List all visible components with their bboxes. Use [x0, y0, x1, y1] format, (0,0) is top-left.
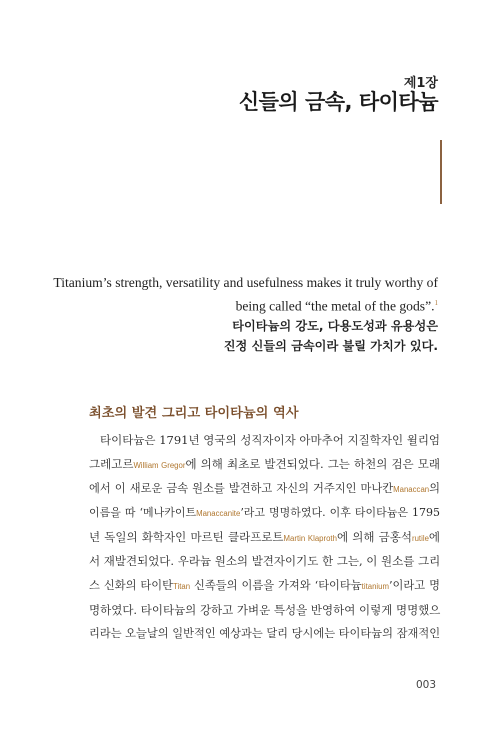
body-text-segment: 이름을 따 ‘메나카이트: [89, 505, 197, 519]
body-text-segment: 에: [428, 530, 441, 545]
body-line: 리라는 오늘날의 일반적인 예상과는 달리 당시에는 타이타늄의 잠재적인: [89, 627, 441, 641]
foreign-term: Manaccanite: [196, 508, 241, 518]
foreign-term: Martin Klaproth: [283, 534, 337, 544]
body-text-segment: 년 독일의 화학자인 마르틴 클라프로트: [89, 530, 284, 545]
body-text-segment: 스 신화의 타이탄: [89, 578, 174, 592]
epigraph-korean: [48, 316, 438, 356]
body-line: [89, 452, 440, 476]
body-text-segment: 에 의해 최초로 발견되었다. 그는 하천의 검은 모래: [185, 457, 440, 472]
epigraph-korean-line1: 타이타늄의 강도, 다용도성과 유용성은: [232, 319, 438, 333]
body-text-segment: ’라고 명명하였다. 이후 타이타늄은 1795: [240, 505, 440, 519]
body-line: 타이타늄은 1791년 영국의 성직자이자 아마추어 지질학자인 윌리엄: [100, 433, 441, 447]
foreign-term: Manaccan: [393, 484, 430, 494]
body-text-segment: 에서 이 새로운 금속 원소를 발견하고 자신의 거주지인 마나칸: [89, 481, 394, 495]
foreign-term: Titan: [173, 581, 191, 591]
chapter-title: 신들의 금속, 타이타늄: [238, 90, 438, 114]
section-heading: 최초의 발견 그리고 타이타늄의 역사: [89, 406, 299, 421]
body-line: 명하였다. 타이타늄의 강하고 가벼운 특성을 반영하여 이렇게 명명했으: [89, 603, 441, 618]
body-line: [89, 525, 440, 549]
epigraph-english-line1: Titanium’s strength, versatility and usefulness makes it truly worthy of: [53, 275, 438, 290]
body-text-segment: 의: [429, 481, 440, 495]
foreign-term: rutile: [412, 534, 429, 544]
body-text-segment: 신족들의 이름을 가져와 ‘타이타늄: [190, 578, 362, 592]
body-text-segment: 그레고르: [89, 457, 134, 472]
body-line: [89, 501, 440, 525]
epigraph-korean-line2: 진정 신들의 금속이라 불릴 가치가 있다.: [223, 339, 438, 353]
body-text-segment: 에 의해 금홍석: [336, 530, 412, 545]
body-text-segment: ’이라고 명: [388, 578, 440, 592]
footnote-ref[interactable]: 1: [434, 299, 438, 307]
foreign-term: William Gregor: [133, 461, 186, 471]
epigraph-english: [48, 273, 438, 317]
chapter-label: 제1장: [403, 76, 438, 91]
foreign-term: titanium: [361, 581, 389, 591]
body-paragraph: [89, 428, 440, 647]
epigraph-english-line2: being called “the metal of the gods”.: [235, 298, 435, 314]
body-line: [89, 574, 440, 598]
page-number: 003: [415, 679, 436, 691]
vertical-rule: [440, 140, 442, 204]
body-line: 서 재발견되었다. 우라늄 원소의 발견자이기도 한 그는, 이 원소를 그리: [89, 554, 441, 569]
body-line: [89, 477, 440, 501]
